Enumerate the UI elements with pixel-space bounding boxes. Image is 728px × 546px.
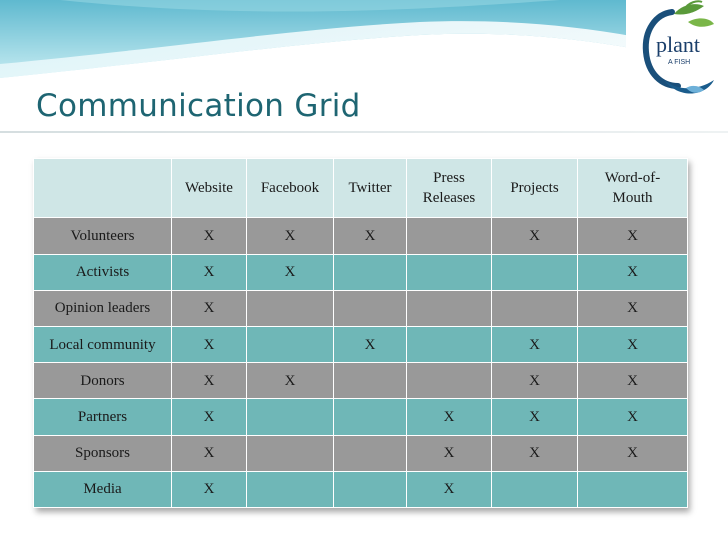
row-label: Volunteers (34, 218, 172, 254)
table-cell: X (172, 363, 247, 399)
table-cell: X (172, 254, 247, 290)
table-cell: X (578, 290, 688, 326)
table-cell: X (492, 435, 578, 471)
table-cell: X (172, 471, 247, 507)
table-cell (407, 326, 492, 362)
svg-text:plant: plant (656, 32, 700, 57)
table-cell (247, 435, 334, 471)
table-cell (492, 254, 578, 290)
table-cell (407, 290, 492, 326)
table-cell: X (172, 435, 247, 471)
table-row (34, 399, 688, 435)
table-cell (334, 290, 407, 326)
table-cell: X (247, 363, 334, 399)
table-cell: X (407, 471, 492, 507)
table-cell: X (172, 326, 247, 362)
table-cell (247, 326, 334, 362)
column-header: Twitter (334, 159, 407, 218)
table-cell (492, 471, 578, 507)
row-label: Activists (34, 254, 172, 290)
row-label: Media (34, 471, 172, 507)
column-header: Website (172, 159, 247, 218)
row-label: Sponsors (34, 435, 172, 471)
row-label: Partners (34, 399, 172, 435)
table-cell: X (578, 326, 688, 362)
table-cell: X (334, 218, 407, 254)
column-header (34, 159, 172, 218)
row-label: Donors (34, 363, 172, 399)
table-cell (578, 471, 688, 507)
table-row (34, 326, 688, 362)
table-cell: X (578, 254, 688, 290)
row-label: Opinion leaders (34, 290, 172, 326)
table-cell: X (578, 435, 688, 471)
table-row (34, 290, 688, 326)
table-cell: X (172, 218, 247, 254)
logo-graphic-icon (626, 0, 728, 106)
plant-a-fish-logo (626, 0, 728, 106)
table-cell (407, 254, 492, 290)
table-cell: X (334, 326, 407, 362)
table-cell: X (492, 363, 578, 399)
table-cell: X (172, 399, 247, 435)
table-cell: X (492, 399, 578, 435)
table-cell (407, 363, 492, 399)
communication-grid (33, 158, 687, 508)
table-cell (334, 435, 407, 471)
column-header: Projects (492, 159, 578, 218)
table-row (34, 435, 688, 471)
table-cell: X (247, 254, 334, 290)
column-header: Word-of-Mouth (578, 159, 688, 218)
table-cell: X (172, 290, 247, 326)
table-row (34, 218, 688, 254)
table-cell (334, 399, 407, 435)
table-cell (247, 290, 334, 326)
column-header: Press Releases (407, 159, 492, 218)
table-cell: X (407, 435, 492, 471)
communication-table (33, 158, 688, 508)
table-row (34, 363, 688, 399)
table-row (34, 254, 688, 290)
table-cell: X (578, 363, 688, 399)
table-cell: X (492, 218, 578, 254)
table-cell (247, 399, 334, 435)
column-header: Facebook (247, 159, 334, 218)
svg-text:A FISH: A FISH (668, 59, 691, 66)
table-cell: X (407, 399, 492, 435)
table-cell (334, 363, 407, 399)
table-cell: X (578, 218, 688, 254)
table-cell: X (247, 218, 334, 254)
table-cell (334, 471, 407, 507)
table-cell (247, 471, 334, 507)
table-cell: X (492, 326, 578, 362)
slide-title: Communication Grid (36, 88, 361, 124)
table-cell: X (578, 399, 688, 435)
row-label: Local community (34, 326, 172, 362)
table-cell (334, 254, 407, 290)
title-divider (0, 131, 728, 133)
table-cell (492, 290, 578, 326)
table-cell (407, 218, 492, 254)
table-row (34, 471, 688, 507)
table-header-row (34, 159, 688, 218)
